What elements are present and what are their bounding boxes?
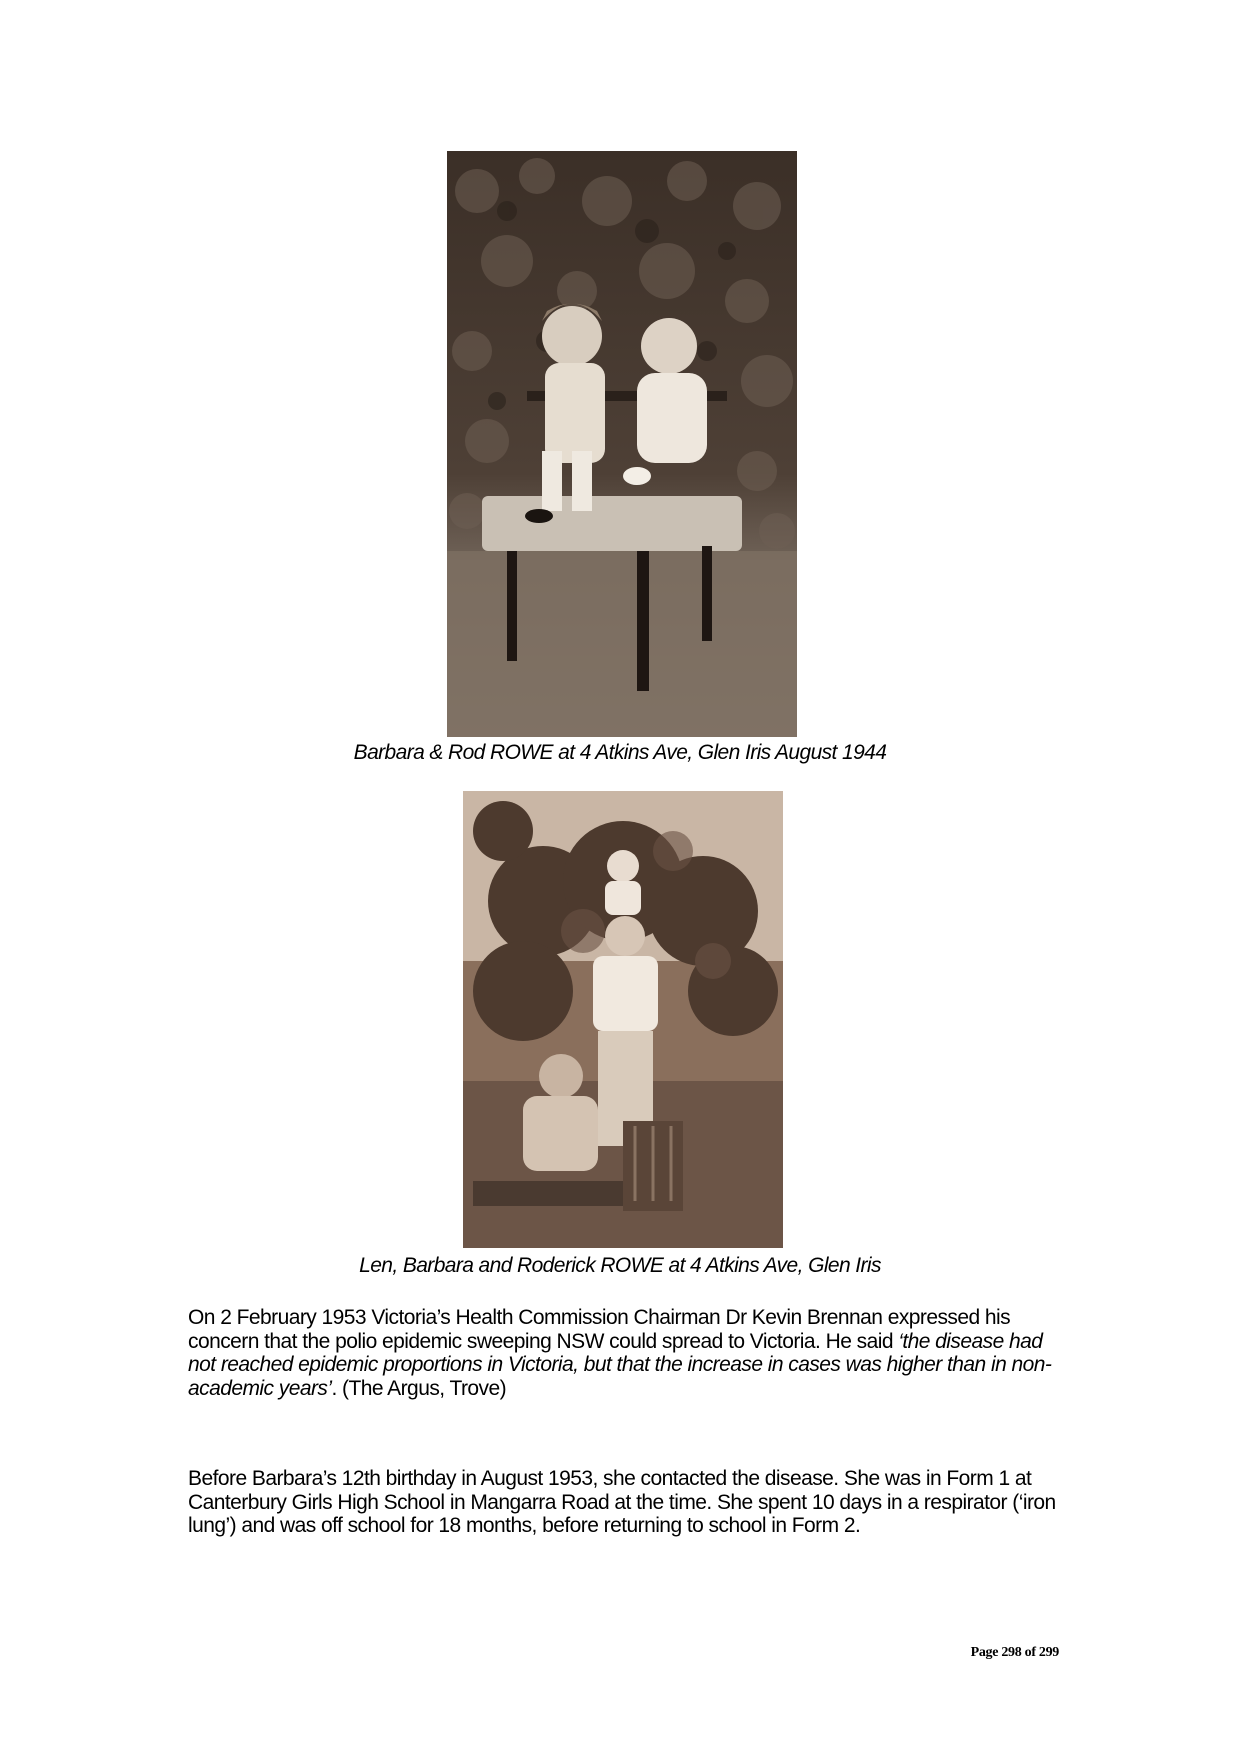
photo-family-in-garden	[463, 791, 783, 1248]
sepia-photo-man-with-baby-on-shoulders-and-girl-icon	[463, 791, 783, 1248]
sepia-photo-two-children-on-chair-icon	[447, 151, 797, 737]
photo-caption-1: Barbara & Rod ROWE at 4 Atkins Ave, Glen Iris August 1944	[353, 741, 887, 764]
paragraph-text-end: . (The Argus, Trove)	[331, 1376, 507, 1400]
paragraph-polio-epidemic	[188, 1306, 1068, 1400]
quoted-text: ‘the disease had not reached epidemic proportions in Victoria, but that the increase in cases was higher than in non-academic years’	[188, 1329, 1052, 1400]
page-number: Page 298 of 299	[970, 1645, 1059, 1660]
paragraph-barbara-illness: Before Barbara’s 12th birthday in August 1953, she contacted the disease. She was in Form 1 at Canterbury Girls High School in Mangarra Road at the time. She spent 10 days in a respirator (‘iron lung’) and was off school for 18 months, before returning to school in Form 2.	[188, 1467, 1056, 1537]
photo-caption-2: Len, Barbara and Roderick ROWE at 4 Atkins Ave, Glen Iris	[359, 1254, 881, 1277]
paragraph-text: On 2 February 1953 Victoria’s Health Commission Chairman Dr Kevin Brennan expressed his concern that the polio epidemic sweeping NSW could spread to Victoria. He said	[188, 1306, 1011, 1353]
photo-children-on-chair	[447, 151, 797, 737]
